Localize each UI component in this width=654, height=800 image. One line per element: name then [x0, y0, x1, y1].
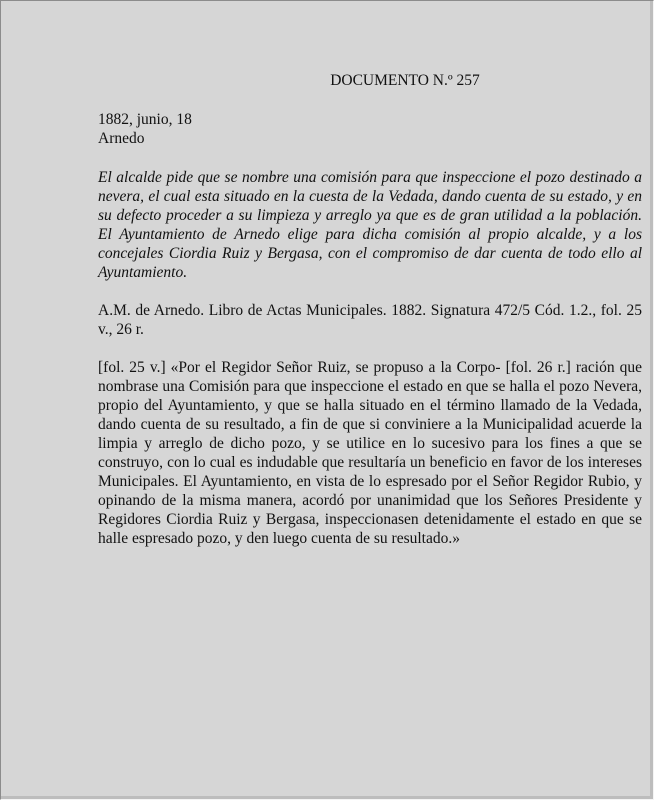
document-content — [98, 71, 642, 548]
document-summary: El alcalde pide que se nombre una comisión para que inspeccione el pozo destinado a nevera, el cual esta situado en la cuesta de la Vedada, dando cuenta de su estado, y en su defecto proceder a su limpieza y arreglo ya que es de gran utilidad a la población. El Ayuntamiento de Arnedo elige para dicha comisión al propio alcalde, y a los concejales Ciordia Ruiz y Bergasa, con el compromiso de dar cuenta de todo ello al Ayuntamiento. — [98, 169, 642, 281]
document-source-citation: A.M. de Arnedo. Libro de Actas Municipales. 1882. Signatura 472/5 Cód. 1.2., fol. 25 v., 26 r. — [98, 302, 642, 338]
page-edge-right — [650, 1, 653, 799]
document-transcription: [fol. 25 v.] «Por el Regidor Señor Ruiz, se propuso a la Corpo- [fol. 26 r.] ración que nombrase una Comisión para que inspeccione el estado en que se halla el pozo Nevera, propio del Ayuntamiento, y que se halla situado en el término llamado de la Vedada, dando cuenta de su resultado, a fin de que si conviniere a la Municipalidad acuerde la limpia y arreglo de dicho pozo, y se utilice en lo sucesivo para los fines a que se construyo, con lo cual es indudable que resultaría un beneficio en favor de los intereses Municipales. El Ayuntamiento, en vista de lo espresado por el Señor Regidor Rubio, y opinando de la misma manera, acordó por unanimidad que los Señores Presidente y Regidores Ciordia Ruiz y Bergasa, inspeccionasen detenidamente el estado en que se halle espresado pozo, y den luego cuenta de su resultado.» — [98, 359, 642, 547]
document-place: Arnedo — [98, 130, 145, 147]
document-date: 1882, junio, 18 — [98, 111, 192, 128]
page-edge-bottom — [1, 796, 653, 799]
document-title: DOCUMENTO N.º 257 — [330, 72, 480, 89]
